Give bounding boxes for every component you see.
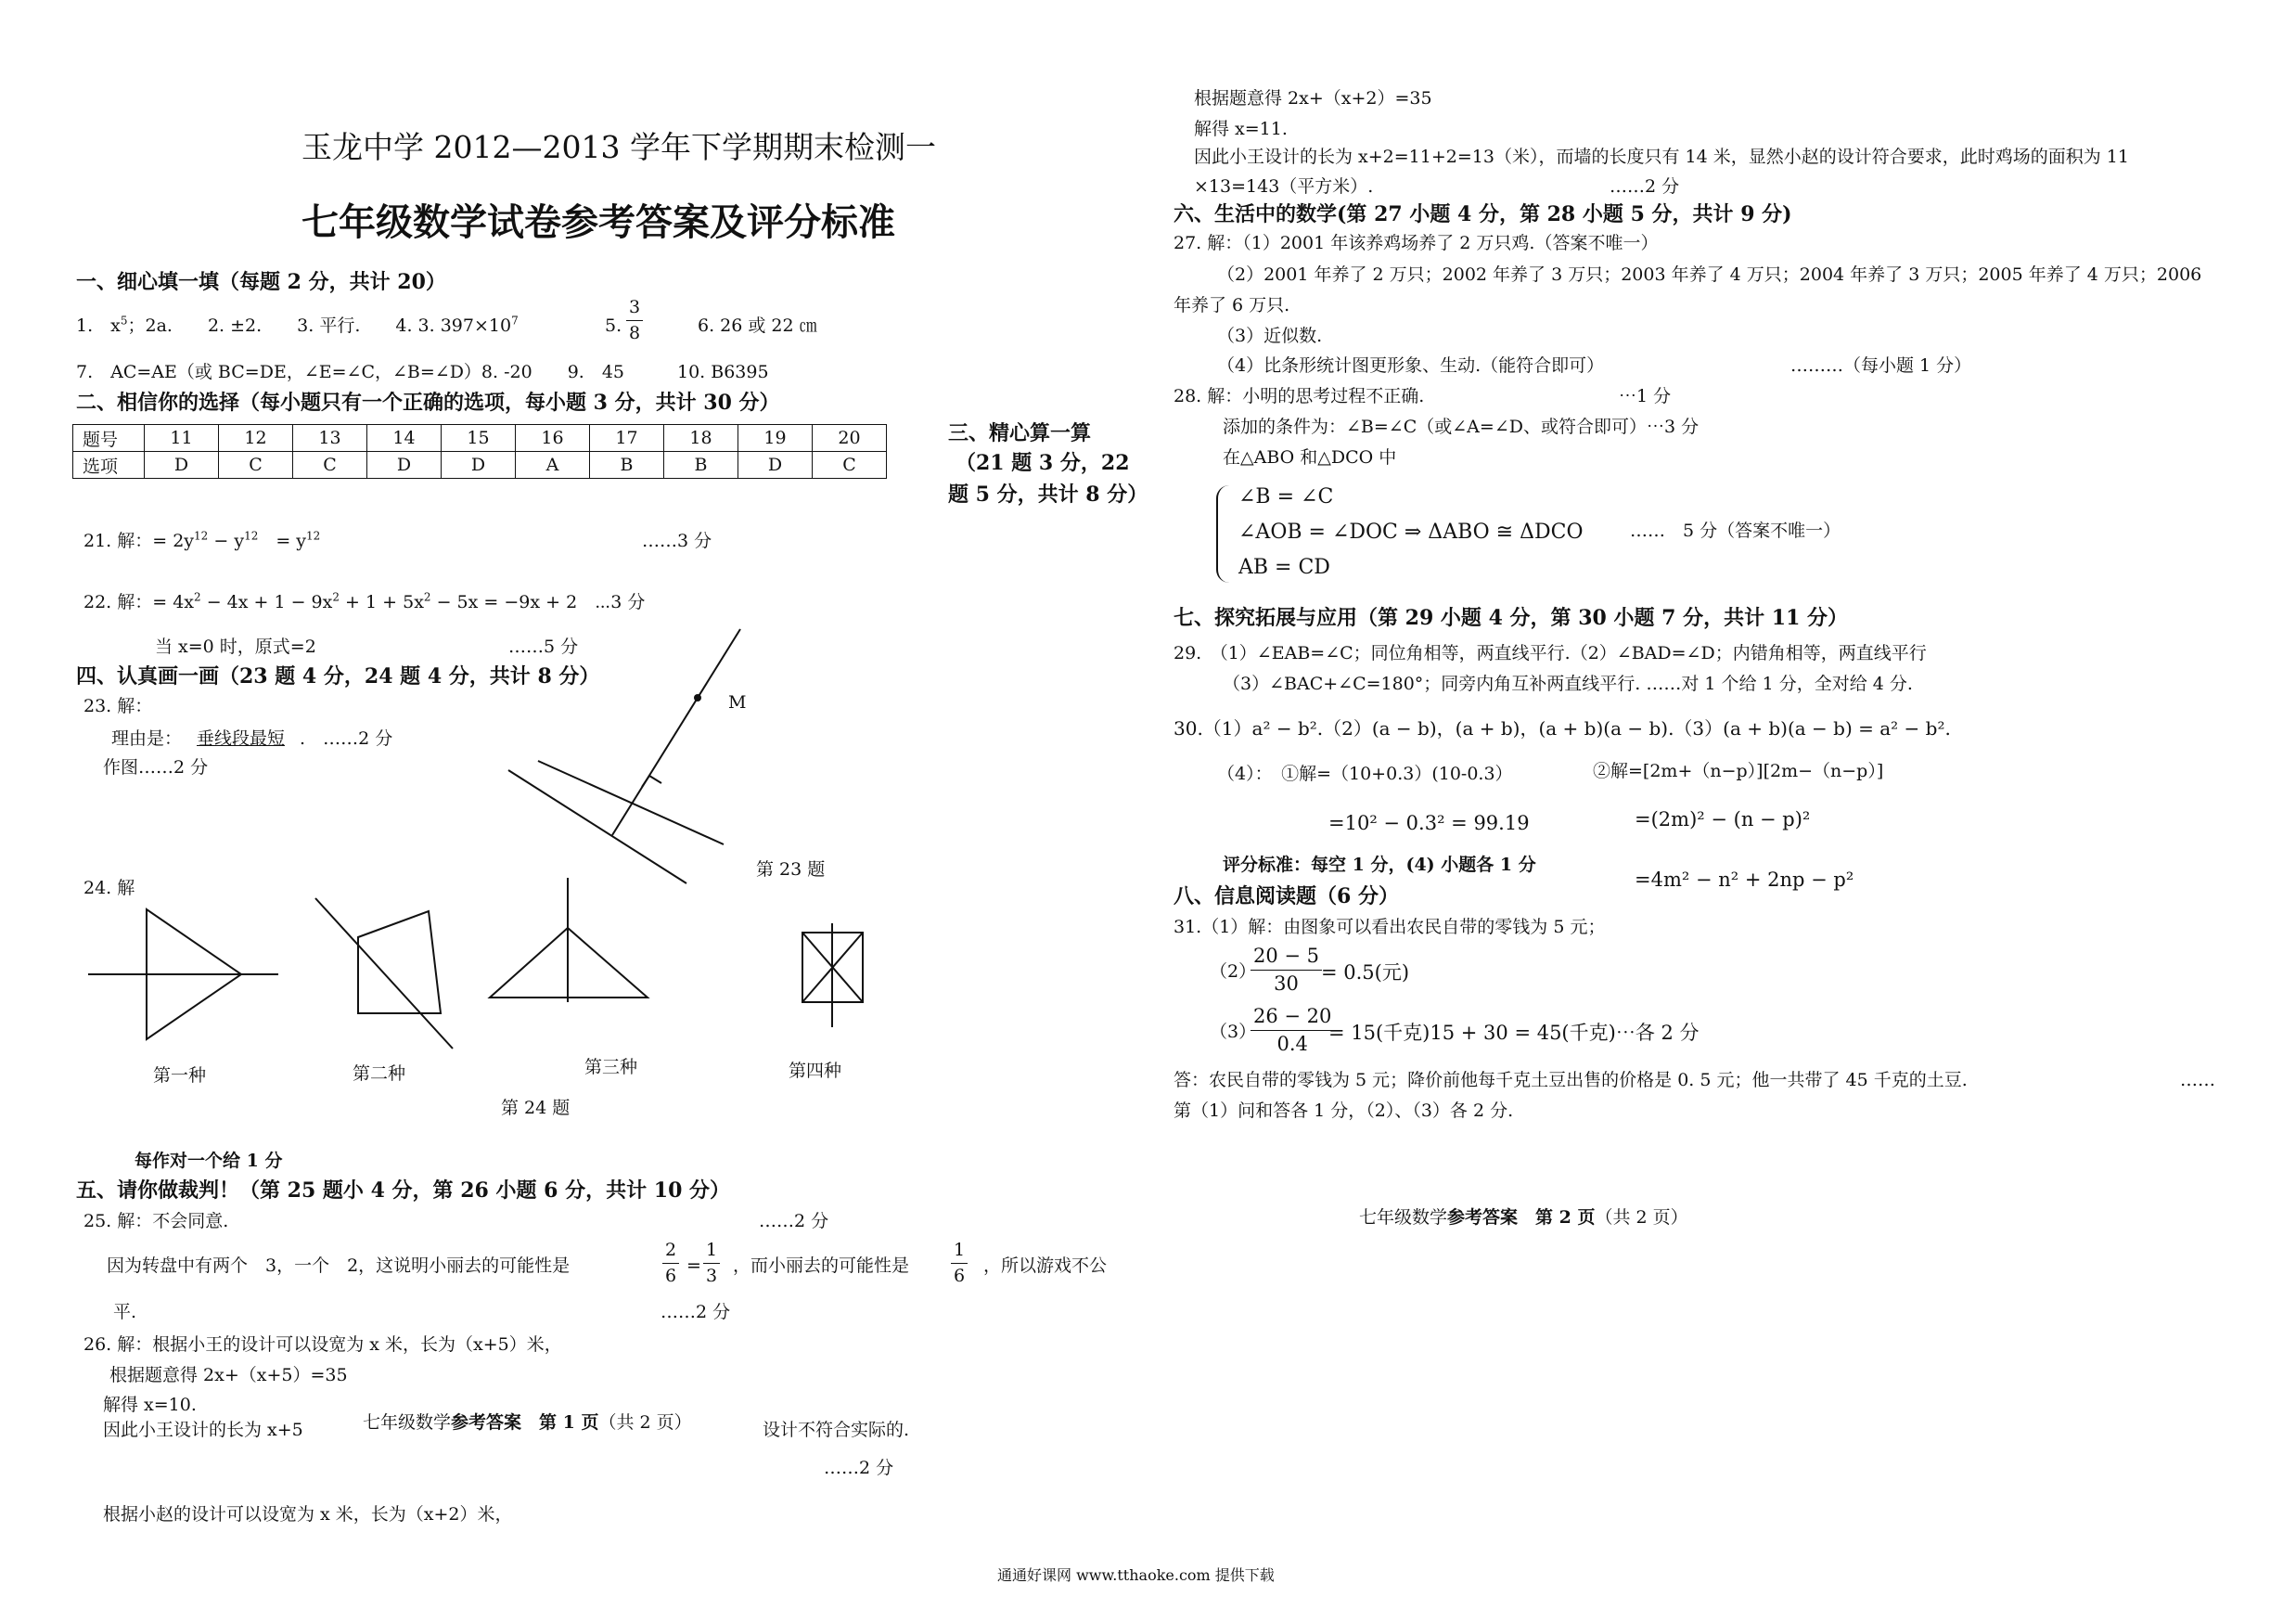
figure-23-perpendicular (501, 622, 751, 891)
table-cell: 18 (664, 425, 738, 452)
section-3-heading-3: 题 5 分，共计 8 分） (948, 483, 1148, 507)
question-31-part2-fraction: $\frac{20 - 5}{30}$ (1251, 946, 1322, 994)
question-30-part4-a-result: =10² − 0.3² = 99.19 (1328, 812, 1530, 834)
table-cell: 16 (516, 425, 590, 452)
table-row (73, 425, 887, 452)
exam-school-title: 玉龙中学 2012—2013 学年下学期期末检测一 (301, 129, 936, 165)
question-28-score1: ⋯1 分 (1619, 386, 1672, 406)
question-25-line1: 25. 解：不会同意. (83, 1211, 229, 1231)
question-5-fraction: $\frac{3}{8}$ (626, 299, 643, 342)
section-1-heading: 一、细心填一填（每题 2 分，共计 20） (76, 270, 446, 294)
question-22-evaluation: 当 x=0 时，原式=2 (155, 637, 316, 657)
section-1-answers-line2: 7. AC=AE（或 BC=DE，∠E=∠C，∠B=∠D）8. -20 9. 45 10. B6395 (76, 362, 769, 382)
table-cell: 题号 (73, 425, 145, 452)
question-26-line4-end: 设计不符合实际的. (763, 1420, 910, 1440)
question-28-condition-1: ∠B = ∠C (1238, 485, 1334, 508)
figure-24-caption-4: 第四种 (789, 1061, 842, 1081)
question-26-line2: 根据题意得 2x+（x+5）=35 (109, 1365, 348, 1385)
question-28-condition-3: AB = CD (1238, 556, 1330, 579)
figure-24-method-3 (482, 872, 659, 1021)
table-cell: 12 (219, 425, 293, 452)
figure-24-method-4 (798, 923, 872, 1035)
table-cell: C (813, 452, 887, 479)
question-26-score: ……2 分 (824, 1458, 894, 1478)
question-26-cont-line1: 根据题意得 2x+（x+2）=35 (1194, 88, 1432, 109)
question-28-line1: 28. 解：小明的思考过程不正确. (1174, 386, 1425, 406)
question-25-score2: ……2 分 (661, 1302, 731, 1322)
section-5-heading: 五、请你做裁判！（第 25 题小 4 分，第 26 小题 6 分，共计 10 分） (76, 1178, 731, 1203)
question-5-label: 5. (605, 315, 622, 336)
question-25-line3: 平. (113, 1302, 137, 1322)
section-8-heading: 八、信息阅读题（6 分） (1174, 884, 1399, 908)
question-25-line2: 因为转盘中有两个 3，一个 2，这说明小丽去的可能性是 (107, 1255, 571, 1276)
section-2-heading: 二、相信你的选择（每小题只有一个正确的选项，每小题 3 分，共计 30 分） (76, 391, 780, 415)
figure-24-method-1 (83, 905, 288, 1044)
table-cell: 19 (738, 425, 813, 452)
question-23-reason: 理由是： 垂线段最短 . ……2 分 (111, 728, 393, 749)
section-3-heading-1: 三、精心算一算 (948, 421, 1092, 445)
question-31-part3-result: = 15(千克)15 + 30 = 45(千克)⋯各 2 分 (1328, 1022, 1700, 1044)
question-28-brace (1216, 485, 1231, 583)
question-25-line2-end: ，所以游戏不公 (983, 1255, 1108, 1276)
question-31-answer: 答：农民自带的零钱为 5 元；降价前他每千克土豆出售的价格是 0. 5 元；他一共带了 45 千克的土豆. (1174, 1070, 1968, 1090)
table-cell: 13 (293, 425, 367, 452)
table-cell: 15 (442, 425, 516, 452)
table-cell: 11 (145, 425, 219, 452)
table-cell: D (738, 452, 813, 479)
exam-main-title: 七年级数学试卷参考答案及评分标准 (301, 200, 895, 244)
question-26-line3: 解得 x=10. (103, 1395, 197, 1415)
question-21-solution: 21. 解：= $2y^{12} - y^{12}$ = $y^{12}$ (83, 529, 321, 551)
question-30-part4-b-result: =4m² − n² + 2np − p² (1635, 869, 1854, 891)
question-23-drawing-score: 作图……2 分 (103, 757, 209, 778)
question-29-line1: 29. （1）∠EAB=∠C；同位角相等，两直线平行.（2）∠BAD=∠D；内错角相等，两直线平行 (1174, 643, 1927, 663)
table-row (73, 452, 887, 479)
figure-24-caption-3: 第三种 (584, 1057, 638, 1077)
question-28-score2: …… 5 分（答案不唯一） (1630, 521, 1841, 541)
question-30-line1: 30.（1）a² − b².（2）(a − b)，(a + b)，(a + b)(a − b).（3）(a + b)(a − b) = a² − b². (1174, 717, 1951, 740)
download-credit: 通通好课网 www.tthaoke.com 提供下载 (997, 1566, 1275, 1584)
question-22-solution: 22. 解：= $4x^2 - 4x + 1 - 9x^2 + 1 + 5x^2 - 5x = -9x + 2$ ⋯3 分 (83, 590, 646, 612)
question-31-line1: 31.（1）解：由图象可以看出农民自带的零钱为 5 元； (1174, 917, 1606, 937)
section-3-heading-2: （21 题 3 分，22 (956, 451, 1130, 475)
question-31-part2-label: （2） (1210, 961, 1257, 982)
page-1-footer: 七年级数学参考答案 第 1 页（共 2 页） (357, 1412, 698, 1434)
question-30-part4-b-step: =(2m)² − (n − p)² (1635, 808, 1811, 830)
question-21-score: ……3 分 (642, 531, 712, 551)
question-23-label: 23. 解： (83, 696, 153, 716)
question-26-cont-line3: 因此小王设计的长为 x+2=11+2=13（米），而墙的长度只有 14 米，显然小赵的设计符合要求，此时鸡场的面积为 11 (1194, 147, 2129, 167)
question-31-part3-fraction: $\frac{26 - 20}{0.4}$ (1251, 1007, 1334, 1054)
table-cell: D (367, 452, 442, 479)
question-27-line2b: 年养了 6 万只. (1174, 295, 1290, 315)
question-25-fraction-1-6: $\frac{1}{6}$ (951, 1242, 968, 1285)
question-28-condition-2: ∠AOB = ∠DOC ⇒ ΔABO ≅ ΔDCO (1238, 521, 1584, 544)
question-31-scoring: 第（1）问和答各 1 分，（2）、（3）各 2 分. (1174, 1101, 1514, 1121)
question-28-line3: 在△ABO 和△DCO 中 (1223, 447, 1397, 468)
question-26-cont-line4: ×13=143（平方米）. (1194, 176, 1374, 197)
question-26-line4: 因此小王设计的长为 x+5 (103, 1420, 303, 1440)
point-m-label: M (728, 692, 747, 713)
question-25-fraction-1-3: $\frac{1}{3}$ (703, 1242, 720, 1285)
question-30-scoring: 评分标准：每空 1 分，(4) 小题各 1 分 (1223, 855, 1536, 875)
question-6-answer: 6. 26 或 22 ㎝ (698, 315, 817, 336)
figure-24-caption-2: 第二种 (353, 1063, 406, 1084)
question-25-equals: = (686, 1255, 701, 1276)
question-25-fraction-2-6: $\frac{2}{6}$ (662, 1242, 679, 1285)
page-2-footer: 七年级数学参考答案 第 2 页（共 2 页） (1359, 1207, 1688, 1228)
figure-24-caption: 第 24 题 (501, 1098, 571, 1118)
table-cell: C (293, 452, 367, 479)
question-27-line1: 27. 解：（1）2001 年该养鸡场养了 2 万只鸡.（答案不唯一） (1174, 233, 1659, 253)
figure-23-caption: 第 23 题 (756, 859, 826, 880)
question-27-line3: （3）近似数. (1217, 326, 1323, 346)
question-31-part2-result: = 0.5(元) (1321, 961, 1410, 984)
table-cell: B (590, 452, 664, 479)
table-cell: 20 (813, 425, 887, 452)
question-31-answer-dots: …… (2180, 1070, 2215, 1090)
question-26-line1: 26. 解：根据小王的设计可以设宽为 x 米，长为（x+5）米， (83, 1334, 562, 1355)
question-30-part4-a: （4）： ①解=（10+0.3）(10-0.3） (1217, 764, 1513, 784)
table-cell: D (442, 452, 516, 479)
question-26-line5: 根据小赵的设计可以设宽为 x 米，长为（x+2）米， (103, 1504, 513, 1525)
section-6-heading: 六、生活中的数学(第 27 小题 4 分，第 28 小题 5 分，共计 9 分) (1174, 202, 1792, 226)
section-7-heading: 七、探究拓展与应用（第 29 小题 4 分，第 30 小题 7 分，共计 11 分） (1174, 606, 1849, 630)
question-22-score: ……5 分 (508, 637, 579, 657)
figure-24-caption-1: 第一种 (153, 1065, 207, 1086)
question-29-line2: （3）∠BAC+∠C=180°；同旁内角互补两直线平行. ……对 1 个给 1 分，全对给 4 分. (1223, 674, 1913, 694)
question-25-score1: ……2 分 (759, 1211, 829, 1231)
figure-24-scoring-note: 每作对一个给 1 分 (135, 1151, 283, 1171)
choice-answer-table (72, 424, 887, 479)
table-cell: C (219, 452, 293, 479)
table-cell: A (516, 452, 590, 479)
question-31-part3-label: （3） (1210, 1022, 1257, 1042)
table-cell: 17 (590, 425, 664, 452)
question-27-score: ………（每小题 1 分） (1790, 355, 1972, 376)
table-cell: B (664, 452, 738, 479)
question-27-line4: （4）比条形统计图更形象、生动.（能符合即可） (1217, 355, 1605, 376)
table-cell: D (145, 452, 219, 479)
section-1-answers-line1: 1. $x^5$；2a. 2. ±2. 3. 平行. 4. 3. $397\times 10^7$ (76, 314, 519, 336)
question-28-line2: 添加的条件为：∠B=∠C（或∠A=∠D、或符合即可）⋯3 分 (1223, 417, 1700, 437)
question-27-line2: （2）2001 年养了 2 万只；2002 年养了 3 万只；2003 年养了 4 万只；2004 年养了 3 万只；2005 年养了 4 万只；2006 (1217, 264, 2202, 285)
question-26-cont-line2: 解得 x=11. (1194, 119, 1288, 139)
table-cell: 14 (367, 425, 442, 452)
question-30-part4-b: ②解=[2m+（n−p）][2m−（n−p）] (1593, 761, 1884, 781)
figure-24-method-2 (306, 891, 455, 1058)
table-cell: 选项 (73, 452, 145, 479)
section-4-heading: 四、认真画一画（23 题 4 分，24 题 4 分，共计 8 分） (76, 664, 600, 689)
question-24-label: 24. 解 (83, 878, 135, 898)
question-26-cont-score: ……2 分 (1610, 176, 1680, 197)
question-25-line2-middle: ，而小丽去的可能性是 (733, 1255, 910, 1276)
